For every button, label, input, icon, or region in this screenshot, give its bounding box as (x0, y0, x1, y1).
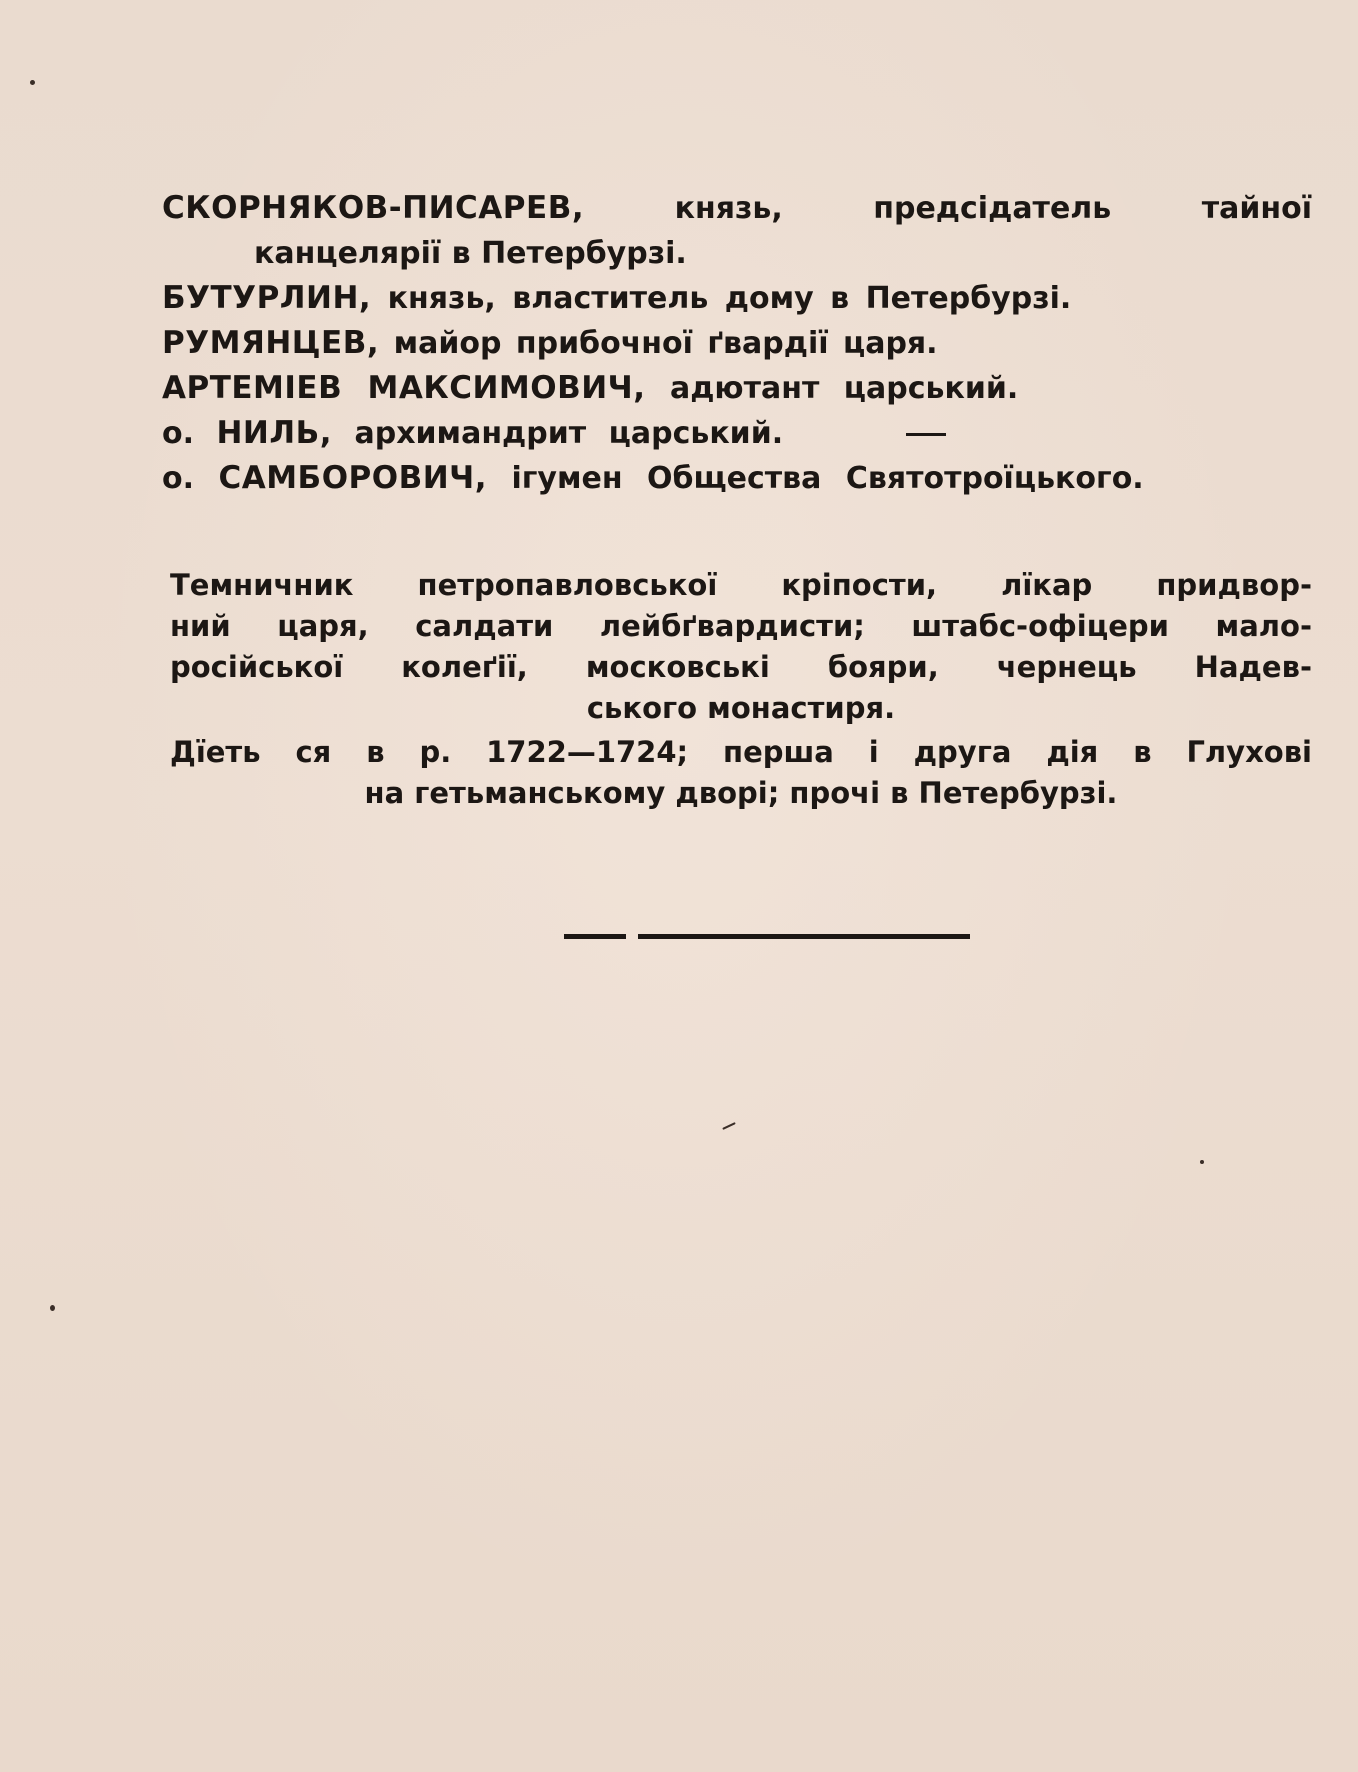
cast-name: НИЛЬ, (216, 415, 333, 451)
cast-list (162, 186, 1312, 501)
extras-line: ний царя, салдати лейбґвардисти; штабс-офіцери мало- (170, 609, 1312, 643)
dash-mark (906, 433, 946, 436)
cast-name: СКОРНЯКОВ-ПИСАРЕВ, (162, 190, 585, 226)
divider-rule-long (638, 934, 970, 939)
extras-line: Темничник петропавловської кріпости, лїкар придвор- (170, 568, 1312, 602)
cast-entry (162, 366, 1312, 411)
cast-name: САМБОРОВИЧ, (218, 460, 488, 496)
cast-description: майор прибочної ґвардії царя. (393, 326, 938, 361)
extras-last-line: ського монастиря. (586, 691, 896, 725)
cast-description: князь, властитель дому в Петербурзі. (387, 281, 1072, 316)
cast-entry (162, 411, 1312, 456)
cast-description: архимандрит царський. (354, 416, 784, 451)
cast-entry-continuation (162, 231, 1312, 276)
cast-prefix: о. (162, 416, 195, 451)
cast-entry (162, 186, 1312, 231)
extras-paragraph (170, 565, 1312, 814)
cast-description: князь, предсідатель тайної (674, 191, 1312, 226)
cast-description-continuation: канцелярії в Петербурзі. (254, 236, 687, 271)
cast-name: БУТУРЛИН, (162, 280, 372, 316)
ink-speck (722, 1122, 736, 1130)
ink-speck (1200, 1160, 1204, 1164)
ink-speck (30, 80, 35, 85)
cast-description: ігумен Общества Святотроїцького. (511, 461, 1144, 496)
cast-description: адютант царський. (669, 371, 1019, 406)
cast-entry (162, 321, 1312, 366)
setting-line: Дїеть ся в р. 1722—1724; перша і друга дія в Глухові (170, 735, 1312, 769)
cast-entry (162, 276, 1312, 321)
cast-name: РУМЯНЦЕВ, (162, 325, 380, 361)
ink-speck (50, 1305, 55, 1311)
setting-line: на гетьманському дворі; прочі в Петербурзі. (364, 776, 1118, 810)
cast-name: АРТЕМІЕВ МАКСИМОВИЧ, (162, 370, 646, 406)
cast-prefix: о. (162, 461, 195, 496)
extras-line: російської колеґії, московські бояри, чернець Надев- (170, 650, 1312, 684)
divider-rule-short (564, 934, 626, 939)
cast-entry (162, 456, 1312, 501)
